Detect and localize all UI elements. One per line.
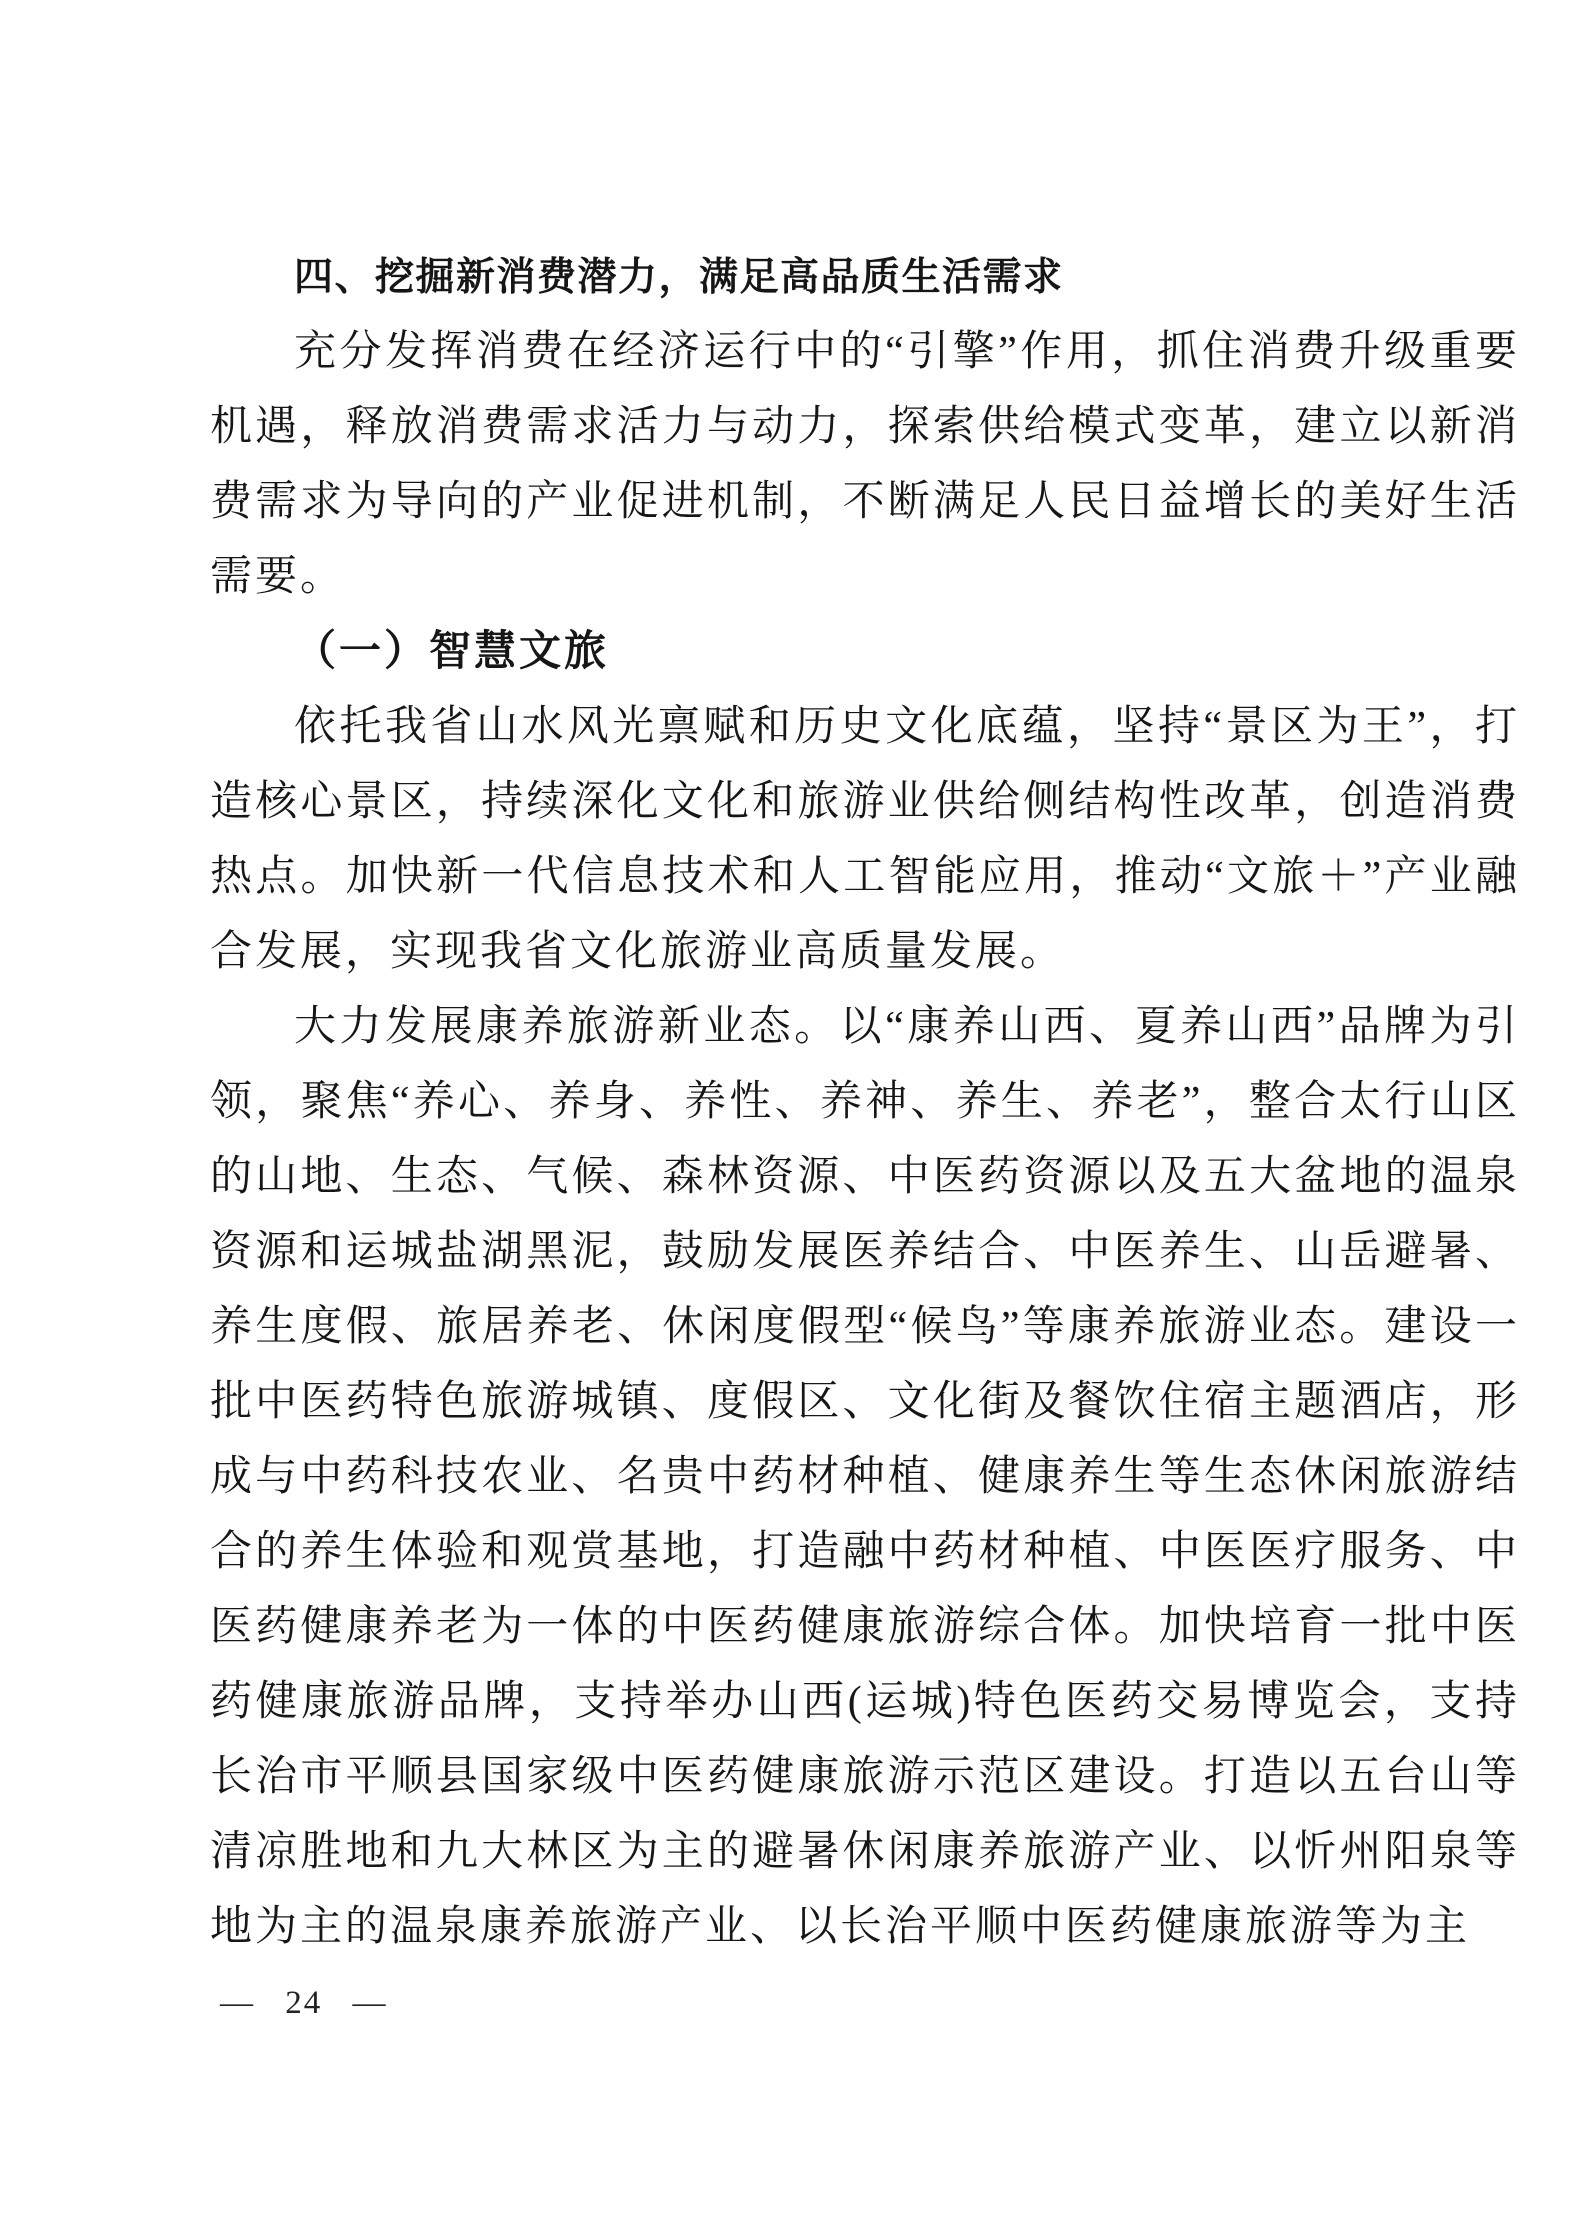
intro-paragraph: 充分发挥消费在经济运行中的“引擎”作用，抓住消费升级重要机遇，释放消费需求活力与动力，探索供给模式变革，建立以新消费需求为导向的产业促进机制，不断满足人民日益增长的美好生活需要。: [210, 329, 1520, 600]
body-paragraph-2: 大力发展康养旅游新业态。以“康养山西、夏养山西”品牌为引领，聚焦“养心、养身、养性、养神、养生、养老”，整合太行山区的山地、生态、气候、森林资源、中医药资源以及五大盆地的温泉资源和运城盐湖黑泥，鼓励发展医养结合、中医养生、山岳避暑、养生度假、旅居养老、休闲度假型“候鸟”等康养旅游业态。建设一批中医药特色旅游城镇、度假区、文化街及餐饮住宿主题酒店，形成与中药科技农业、名贵中药材种植、健康养生等生态休闲旅游结合的养生体验和观赏基地，打造融中药材种植、中医医疗服务、中医药健康养老为一体的中医药健康旅游综合体。加快培育一批中医药健康旅游品牌，支持举办山西(运城)特色医药交易博览会，支持长治市平顺县国家级中医药健康旅游示范区建设。打造以五台山等清凉胜地和九大林区为主的避暑休闲康养旅游产业、以忻州阳泉等地为主的温泉康养旅游产业、以长治平顺中医药健康旅游等为主: [210, 1004, 1520, 1950]
text-block: [210, 240, 1520, 1965]
body-paragraph-1: 依托我省山水风光禀赋和历史文化底蕴，坚持“景区为王”，打造核心景区，持续深化文化和旅游业供给侧结构性改革，创造消费热点。加快新一代信息技术和人工智能应用，推动“文旅＋”产业融合发展，实现我省文化旅游业高质量发展。: [210, 704, 1520, 975]
section-heading: 四、挖掘新消费潜力，满足高品质生活需求: [294, 256, 1064, 299]
page-number: — 24 —: [220, 1985, 388, 2021]
subsection-heading: （一）智慧文旅: [294, 629, 610, 675]
